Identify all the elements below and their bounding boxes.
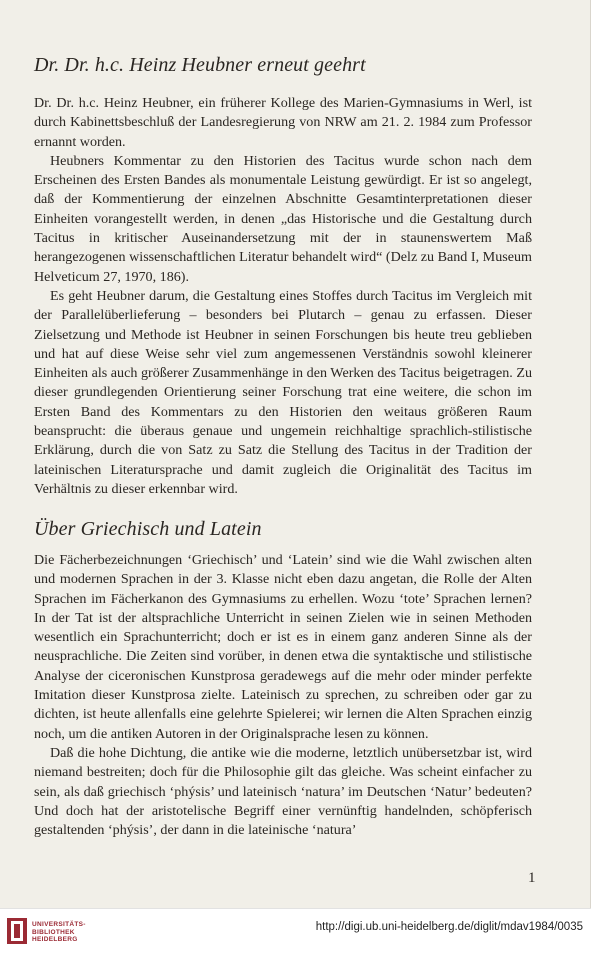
paragraph: Es geht Heubner darum, die Gestaltung eines Stoffes durch Tacitus im Vergleich mit der Parallelüberlieferung – besonders bei Plutarch – genau zu erfassen. Dieser Zielsetzung und Methode ist Heubner in seinen Forschungen bis heute treu geblieben und hat auf diese Weise sehr viel zum angemessenen Verständnis sowohl kleinerer Einheiten als auch größerer Zusammenhänge in den Werken des Tacitus beigetragen. Zu dieser grundlegenden Orientierung seiner Forschung trat eine weitere, die schon im Ersten Band des Kommentars zu den Historien den weitaus größeren Raum beansprucht: die überaus genaue und ungemein reichhaltige sprachlich-stilistische Erklärung, durch die von Satz zu Satz die Stellung des Tacitus in der Tradition der lateinischen Literatursprache und damit zugleich die Originalität des Tacitus im Verhältnis zu dieser erkennbar wird. [34, 287, 532, 497]
library-logo-icon [6, 917, 28, 945]
logo-line: HEIDELBERG [32, 936, 78, 943]
article-body [34, 551, 532, 840]
article-body [34, 94, 532, 499]
paragraph: Dr. Dr. h.c. Heinz Heubner, ein früherer Kollege des Marien-Gymnasiums in Werl, ist durch Kabinettsbeschluß der Landesregierung von NRW am 21. 2. 1984 zum Professor ernannt worden. [34, 95, 532, 150]
digitization-footer [0, 908, 591, 954]
article-heading: Dr. Dr. h.c. Heinz Heubner erneut geehrt [34, 54, 366, 76]
paragraph: Heubners Kommentar zu den Historien des Tacitus wurde schon nach dem Erscheinen des Ersten Bandes als monumentale Leistung gewürdigt. Er ist so angelegt, daß der Kommentierung der einzelnen Abschnitte Gesamtinterpretationen dieser Einheiten vorangestellt werden, in denen „das Historische und die Gestaltung durch Tacitus in kritischer Auseinandersetzung mit der in staunenswertem Maß herangezogenen wissenschaftlichen Literatur behandelt wird“ (Delz zu Band I, Museum Helveticum 27, 1970, 186). [34, 152, 532, 285]
paragraph: Daß die hohe Dichtung, die antike wie die moderne, letztlich unübersetzbar ist, wird niemand bestreiten; doch für die Philosophie gilt das gleiche. Was scheint einfacher zu sein, als daß griechisch ‘phýsis’ und lateinisch ‘natura’ im Deutschen ‘Natur’ bedeuten? Und doch hat der aristotelische Begriff einer vernünftig handelnden, schöpferisch gestaltenden ‘phýsis’, der dann in die lateinische ‘natura’ [34, 744, 532, 839]
article-heading: Über Griechisch und Latein [34, 518, 262, 540]
source-url-link[interactable]: http://digi.ub.uni-heidelberg.de/diglit/mdav1984/0035 [315, 921, 583, 933]
paragraph: Die Fächerbezeichnungen ‘Griechisch’ und ‘Latein’ sind wie die Wahl zwischen alten und modernen Sprachen in der 3. Klasse nicht eben dazu angetan, die Rolle der Alten Sprachen im Fächerkanon des Gymnasiums zu erhellen. Wozu ‘tote’ Sprachen lernen? In der Tat ist der altsprachliche Unterricht in seinen Zielen wie in seinen Methoden wesentlich ein Sprachunterricht; doch er ist es in einem ganz anderen Sinne als der neusprachliche. Die Zeiten sind vorüber, in denen etwa die syntaktische und stilistische Analyse der ciceronischen Kunstprosa geradewegs auf die mehr oder minder perfekte Imitation dieser Kunstprosa zielte. Lateinisch zu sprechen, zu schreiben oder gar zu dichten, ist heute allenfalls eine gelehrte Spielerei; wir lernen die Alten Sprachen einzig noch, um die antiken Autoren in der Originalsprache lesen zu können. [34, 552, 532, 742]
library-logo-text [32, 921, 86, 944]
logo-line: UNIVERSITÄTS- [32, 921, 86, 928]
logo-line: BIBLIOTHEK [32, 928, 75, 936]
page-number: 1 [528, 870, 536, 886]
